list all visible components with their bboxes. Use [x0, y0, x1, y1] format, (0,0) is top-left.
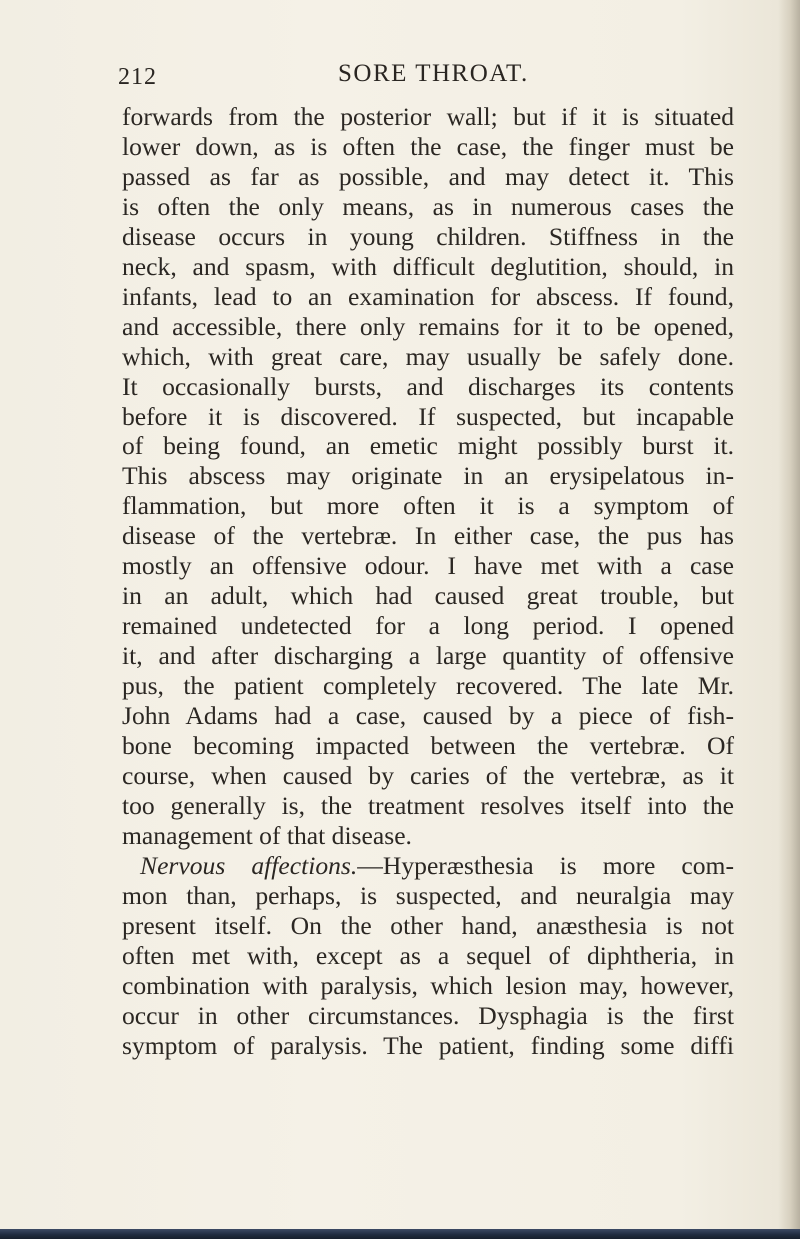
- text-line: too generally is, the treatment resolves itself into the: [122, 790, 734, 820]
- text-line: and accessible, there only remains for it to be opened,: [122, 311, 734, 341]
- text-line: often met with, except as a sequel of diphtheria, in: [122, 940, 734, 970]
- page-edge-shadow: [778, 0, 800, 1239]
- text-line: lower down, as is often the case, the finger must be: [122, 131, 734, 161]
- text-line: course, when caused by caries of the vertebræ, as it: [122, 760, 734, 790]
- text-line: It occasionally bursts, and discharges its contents: [122, 371, 734, 401]
- text-line: remained undetected for a long period. I opened: [122, 611, 734, 641]
- text-line: bone becoming impacted between the vertebræ. Of: [122, 731, 734, 761]
- text-line: it, and after discharging a large quantity of offensive: [122, 641, 734, 671]
- text-line: before it is discovered. If suspected, but incapable: [122, 401, 734, 431]
- body-text: [122, 102, 734, 1061]
- bottom-edge-bar: [0, 1229, 800, 1239]
- text-line: combination with paralysis, which lesion may, however,: [122, 970, 734, 1000]
- text-line: mon than, perhaps, is suspected, and neuralgia may: [122, 880, 734, 910]
- text-line: disease of the vertebræ. In either case, the pus has: [122, 521, 734, 551]
- page-header: [118, 60, 738, 100]
- text-line: pus, the patient completely recovered. The late Mr.: [122, 671, 734, 701]
- text-line: infants, lead to an examination for abscess. If found,: [122, 281, 734, 311]
- text-line: This abscess may originate in an erysipelatous in-: [122, 461, 734, 491]
- text-line: symptom of paralysis. The patient, finding some diffi: [122, 1030, 734, 1060]
- text-line: which, with great care, may usually be safely done.: [122, 341, 734, 371]
- text-line: occur in other circumstances. Dysphagia is the first: [122, 1000, 734, 1030]
- text-line: John Adams had a case, caused by a piece of fish-: [122, 701, 734, 731]
- text-line: passed as far as possible, and may detect it. This: [122, 161, 734, 191]
- text-line: is often the only means, as in numerous cases the: [122, 191, 734, 221]
- text-run: —Hyperæsthesia is more com-: [357, 850, 734, 880]
- section-heading-inline: Nervous affections.: [140, 850, 358, 880]
- paragraph-end-line: management of that disease.: [122, 820, 412, 850]
- running-head: SORE THROAT.: [338, 60, 529, 87]
- text-line: flammation, but more often it is a symptom of: [122, 491, 734, 521]
- text-line: disease occurs in young children. Stiffness in the: [122, 221, 734, 251]
- text-line: mostly an offensive odour. I have met with a case: [122, 551, 734, 581]
- text-line: neck, and spasm, with difficult deglutition, should, in: [122, 251, 734, 281]
- text-line: in an adult, which had caused great trouble, but: [122, 581, 734, 611]
- text-line: of being found, an emetic might possibly burst it.: [122, 431, 734, 461]
- page-number: 212: [118, 64, 157, 90]
- paragraph-start-line: [122, 851, 734, 881]
- text-line: forwards from the posterior wall; but if it is situated: [122, 102, 734, 131]
- text-line: present itself. On the other hand, anæsthesia is not: [122, 910, 734, 940]
